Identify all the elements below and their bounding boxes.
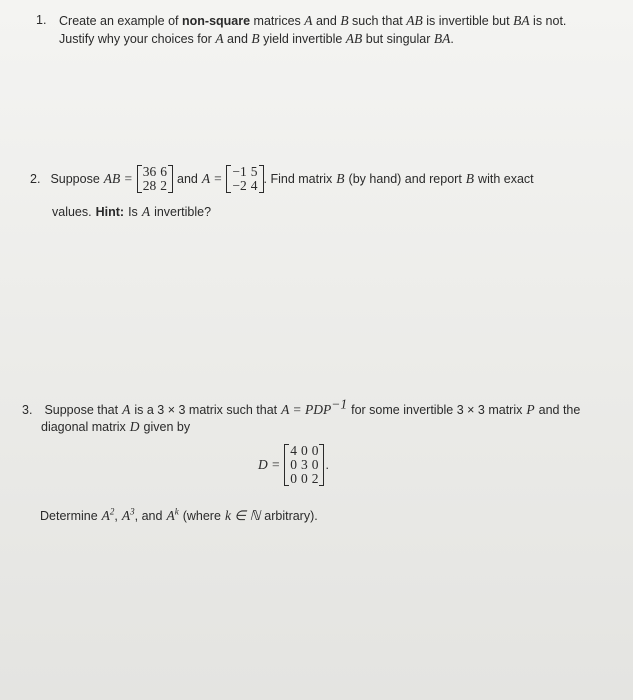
matrix-cell: 2: [160, 178, 168, 193]
problem-3-line-2: diagonal matrix D given by: [41, 419, 191, 434]
matrix-cell: 4: [250, 178, 258, 193]
problem-1: [36, 12, 616, 48]
matrix-cell: −2: [232, 178, 247, 193]
matrix-AB: [137, 165, 173, 193]
matrix-cell: 0: [290, 457, 297, 472]
problem-3-line-3: Determine $A^2$ , $A^3$ , and $A^k$ (where k ∈ ℕ arbitrary).: [40, 506, 318, 523]
matrix-cell: 0: [311, 457, 319, 472]
problem-2-number: 2.: [30, 172, 41, 186]
problem-2-line-2: values. Hint: Is A invertible?: [52, 204, 212, 219]
matrix-D: [284, 444, 324, 486]
matrix-A: [226, 165, 263, 193]
problem-1-line-1: Create an example of non-square matrices A and B such that AB is invertible but BA is not.: [59, 13, 567, 28]
problem-2-line-1: 2. Suppose AB = 36 6 28 2 and A = −1 5 −2 4 . Find matrix B (by hand) and report B with exact: [30, 164, 534, 193]
matrix-cell: 3: [300, 457, 308, 472]
problem-1-number: 1.: [36, 13, 47, 27]
matrix-cell: 28: [142, 178, 157, 193]
matrix-cell: −1: [232, 164, 247, 179]
matrix-cell: 0: [300, 471, 308, 486]
matrix-cell: 0: [300, 443, 308, 458]
matrix-cell: 2: [311, 471, 319, 486]
problem-1-line-2: Justify why your choices for A and B yield invertible AB but singular BA.: [59, 31, 454, 46]
matrix-cell: 5: [250, 164, 258, 179]
problem-3-number: 3.: [22, 403, 33, 417]
matrix-cell: 0: [311, 443, 319, 458]
problem-3-matrix-D: D = 4 0 0 0 3 0 0 0 2 .: [258, 443, 329, 486]
matrix-cell: 36: [142, 164, 157, 179]
problem-3-line-1: 3. Suppose that A is a 3 × 3 matrix such that $A = PDP^{-1}$ for some invertible 3 × 3 matrix P and the: [22, 396, 581, 417]
matrix-cell: 0: [290, 471, 297, 486]
matrix-cell: 6: [160, 164, 168, 179]
matrix-cell: 4: [290, 443, 297, 458]
